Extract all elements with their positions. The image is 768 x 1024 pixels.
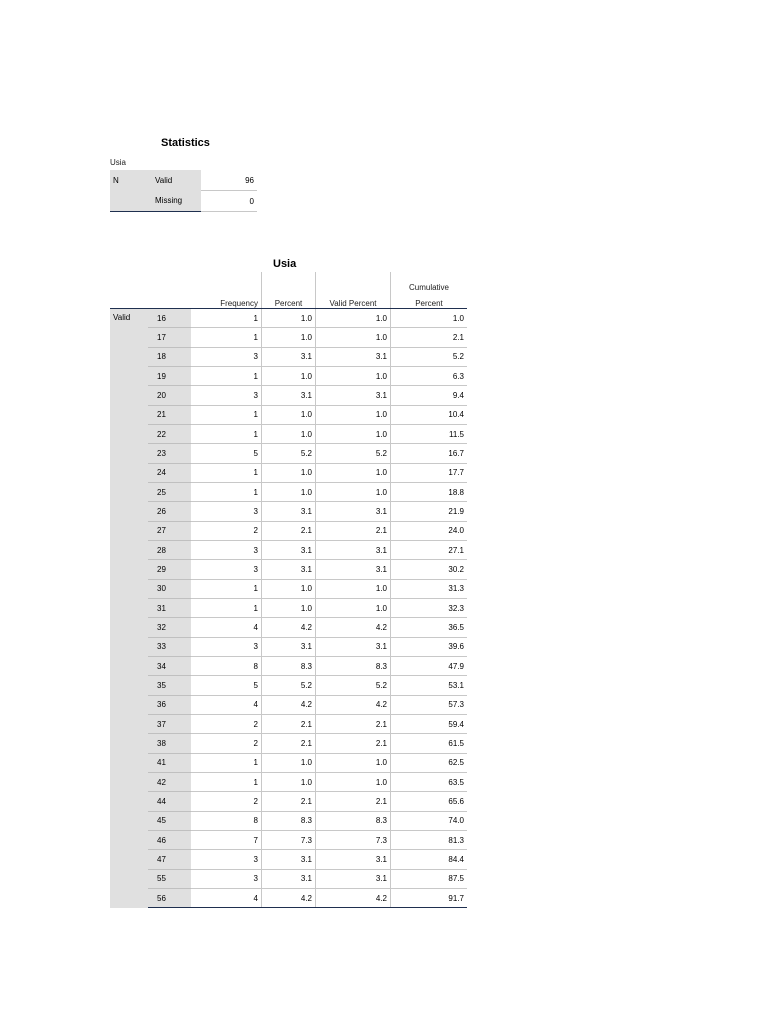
percent-cell: 5.2 [262,444,316,463]
frequency-cell: 3 [191,560,262,579]
table-row [110,811,467,830]
valid-percent-cell: 4.2 [316,888,391,907]
percent-cell: 3.1 [262,347,316,366]
frequency-cell: 1 [191,772,262,791]
valid-percent-cell: 1.0 [316,753,391,772]
table-row [110,714,467,733]
frequency-cell: 1 [191,463,262,482]
percent-cell: 2.1 [262,734,316,753]
header-percent: Percent [262,292,316,309]
frequency-cell: 2 [191,734,262,753]
age-cell: 35 [148,676,191,695]
n-label: N [110,170,152,191]
table-row [110,579,467,598]
frequency-cell: 1 [191,482,262,501]
valid-percent-cell: 1.0 [316,598,391,617]
group-label-valid: Valid [110,309,148,908]
valid-percent-cell: 8.3 [316,811,391,830]
cumulative-percent-cell: 6.3 [391,366,468,385]
cumulative-percent-cell: 57.3 [391,695,468,714]
age-cell: 28 [148,540,191,559]
valid-percent-cell: 3.1 [316,386,391,405]
percent-cell: 1.0 [262,405,316,424]
cumulative-percent-cell: 24.0 [391,521,468,540]
table-row [110,676,467,695]
cumulative-percent-cell: 1.0 [391,309,468,328]
table-row [110,869,467,888]
header-frequency: Frequency [191,292,262,309]
valid-percent-cell: 2.1 [316,714,391,733]
table-row [110,734,467,753]
missing-value: 0 [201,191,257,212]
valid-value: 96 [201,170,257,191]
frequency-cell: 8 [191,656,262,675]
valid-percent-cell: 7.3 [316,830,391,849]
cumulative-percent-cell: 10.4 [391,405,468,424]
cumulative-percent-cell: 31.3 [391,579,468,598]
table-row [110,309,467,328]
percent-cell: 1.0 [262,424,316,443]
table-row [110,347,467,366]
age-cell: 33 [148,637,191,656]
age-cell: 24 [148,463,191,482]
frequency-cell: 1 [191,579,262,598]
frequency-cell: 2 [191,521,262,540]
valid-percent-cell: 1.0 [316,579,391,598]
header-cumulative-line2: Percent [391,292,468,309]
table-row [110,888,467,907]
valid-percent-cell: 1.0 [316,328,391,347]
age-cell: 44 [148,792,191,811]
cumulative-percent-cell: 18.8 [391,482,468,501]
percent-cell: 3.1 [262,502,316,521]
age-cell: 41 [148,753,191,772]
age-cell: 16 [148,309,191,328]
cumulative-percent-cell: 11.5 [391,424,468,443]
valid-percent-cell: 2.1 [316,734,391,753]
table-row [110,753,467,772]
percent-cell: 1.0 [262,772,316,791]
percent-cell: 1.0 [262,598,316,617]
valid-percent-cell: 2.1 [316,792,391,811]
statistics-row-valid [110,170,257,191]
age-cell: 20 [148,386,191,405]
cumulative-percent-cell: 5.2 [391,347,468,366]
valid-percent-cell: 1.0 [316,482,391,501]
percent-cell: 1.0 [262,482,316,501]
cumulative-percent-cell: 21.9 [391,502,468,521]
frequency-cell: 1 [191,366,262,385]
cumulative-percent-cell: 65.6 [391,792,468,811]
cumulative-percent-cell: 59.4 [391,714,468,733]
valid-percent-cell: 3.1 [316,850,391,869]
percent-cell: 4.2 [262,695,316,714]
valid-percent-cell: 3.1 [316,347,391,366]
table-row [110,772,467,791]
missing-label: Missing [152,191,201,212]
percent-cell: 4.2 [262,618,316,637]
percent-cell: 1.0 [262,309,316,328]
statistics-table [110,170,257,212]
age-cell: 56 [148,888,191,907]
cumulative-percent-cell: 30.2 [391,560,468,579]
percent-cell: 5.2 [262,676,316,695]
table-row [110,598,467,617]
frequency-cell: 3 [191,850,262,869]
cumulative-percent-cell: 47.9 [391,656,468,675]
percent-cell: 1.0 [262,463,316,482]
frequency-cell: 1 [191,328,262,347]
cumulative-percent-cell: 39.6 [391,637,468,656]
age-cell: 19 [148,366,191,385]
percent-cell: 3.1 [262,869,316,888]
age-cell: 47 [148,850,191,869]
table-row [110,637,467,656]
cumulative-percent-cell: 63.5 [391,772,468,791]
frequency-table-title: Usia [273,258,297,270]
table-row [110,656,467,675]
table-row [110,424,467,443]
age-cell: 26 [148,502,191,521]
cumulative-percent-cell: 36.5 [391,618,468,637]
age-cell: 42 [148,772,191,791]
age-cell: 32 [148,618,191,637]
percent-cell: 1.0 [262,328,316,347]
cumulative-percent-cell: 27.1 [391,540,468,559]
table-row [110,444,467,463]
table-row [110,521,467,540]
valid-percent-cell: 3.1 [316,637,391,656]
valid-percent-cell: 4.2 [316,695,391,714]
age-cell: 45 [148,811,191,830]
table-row [110,386,467,405]
table-row [110,830,467,849]
age-cell: 36 [148,695,191,714]
age-cell: 37 [148,714,191,733]
table-row [110,366,467,385]
table-row [110,695,467,714]
age-cell: 34 [148,656,191,675]
frequency-cell: 3 [191,540,262,559]
header-row-1 [110,272,467,292]
valid-label: Valid [152,170,201,191]
cumulative-percent-cell: 74.0 [391,811,468,830]
percent-cell: 8.3 [262,811,316,830]
cumulative-percent-cell: 87.5 [391,869,468,888]
percent-cell: 1.0 [262,366,316,385]
percent-cell: 4.2 [262,888,316,907]
percent-cell: 7.3 [262,830,316,849]
frequency-cell: 1 [191,424,262,443]
valid-percent-cell: 1.0 [316,309,391,328]
frequency-cell: 4 [191,888,262,907]
age-cell: 55 [148,869,191,888]
cumulative-percent-cell: 62.5 [391,753,468,772]
valid-percent-cell: 5.2 [316,444,391,463]
valid-percent-cell: 3.1 [316,502,391,521]
valid-percent-cell: 4.2 [316,618,391,637]
cumulative-percent-cell: 17.7 [391,463,468,482]
frequency-cell: 2 [191,714,262,733]
table-row [110,618,467,637]
header-row-2 [110,292,467,309]
cumulative-percent-cell: 61.5 [391,734,468,753]
valid-percent-cell: 1.0 [316,772,391,791]
frequency-cell: 1 [191,753,262,772]
frequency-cell: 1 [191,598,262,617]
percent-cell: 3.1 [262,560,316,579]
frequency-cell: 8 [191,811,262,830]
percent-cell: 3.1 [262,386,316,405]
percent-cell: 3.1 [262,637,316,656]
table-row [110,482,467,501]
percent-cell: 3.1 [262,850,316,869]
valid-percent-cell: 3.1 [316,869,391,888]
table-row [110,328,467,347]
valid-percent-cell: 1.0 [316,463,391,482]
table-row [110,405,467,424]
frequency-cell: 3 [191,386,262,405]
statistics-title: Statistics [161,137,210,149]
table-row [110,463,467,482]
age-cell: 38 [148,734,191,753]
frequency-cell: 1 [191,405,262,424]
frequency-cell: 7 [191,830,262,849]
frequency-table-body [110,309,467,908]
age-cell: 21 [148,405,191,424]
frequency-cell: 4 [191,618,262,637]
frequency-cell: 1 [191,309,262,328]
valid-percent-cell: 1.0 [316,424,391,443]
age-cell: 22 [148,424,191,443]
table-row [110,502,467,521]
header-valid-percent: Valid Percent [316,292,391,309]
valid-percent-cell: 3.1 [316,560,391,579]
valid-percent-cell: 5.2 [316,676,391,695]
cumulative-percent-cell: 91.7 [391,888,468,907]
frequency-cell: 2 [191,792,262,811]
percent-cell: 2.1 [262,792,316,811]
age-cell: 18 [148,347,191,366]
age-cell: 46 [148,830,191,849]
age-cell: 23 [148,444,191,463]
age-cell: 31 [148,598,191,617]
percent-cell: 8.3 [262,656,316,675]
percent-cell: 2.1 [262,521,316,540]
table-row [110,560,467,579]
frequency-table [110,272,467,908]
age-cell: 25 [148,482,191,501]
table-row [110,540,467,559]
valid-percent-cell: 3.1 [316,540,391,559]
cumulative-percent-cell: 2.1 [391,328,468,347]
statistics-variable-label: Usia [110,158,127,167]
frequency-cell: 3 [191,869,262,888]
frequency-cell: 3 [191,502,262,521]
frequency-cell: 5 [191,444,262,463]
cumulative-percent-cell: 16.7 [391,444,468,463]
frequency-cell: 3 [191,637,262,656]
statistics-row-missing [110,191,257,212]
frequency-cell: 5 [191,676,262,695]
header-cumulative-line1: Cumulative [391,272,468,292]
cumulative-percent-cell: 53.1 [391,676,468,695]
frequency-cell: 4 [191,695,262,714]
age-cell: 27 [148,521,191,540]
frequency-cell: 3 [191,347,262,366]
percent-cell: 1.0 [262,579,316,598]
cumulative-percent-cell: 81.3 [391,830,468,849]
table-row [110,792,467,811]
n-label-empty [110,191,152,212]
valid-percent-cell: 8.3 [316,656,391,675]
percent-cell: 3.1 [262,540,316,559]
valid-percent-cell: 2.1 [316,521,391,540]
percent-cell: 2.1 [262,714,316,733]
cumulative-percent-cell: 9.4 [391,386,468,405]
age-cell: 17 [148,328,191,347]
valid-percent-cell: 1.0 [316,366,391,385]
percent-cell: 1.0 [262,753,316,772]
age-cell: 30 [148,579,191,598]
valid-percent-cell: 1.0 [316,405,391,424]
cumulative-percent-cell: 32.3 [391,598,468,617]
cumulative-percent-cell: 84.4 [391,850,468,869]
table-row [110,850,467,869]
age-cell: 29 [148,560,191,579]
